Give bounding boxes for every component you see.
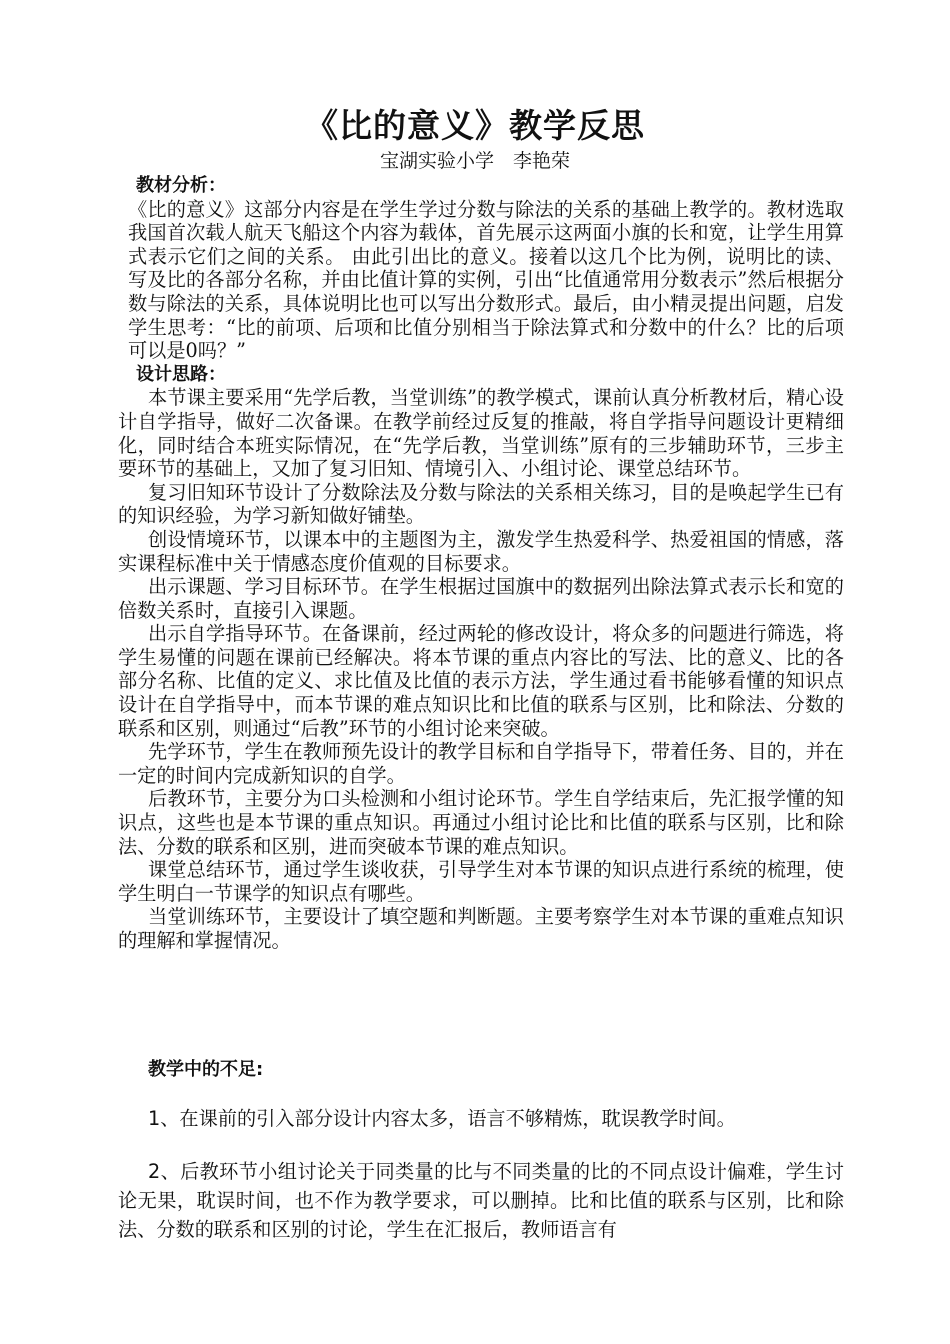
- author-byline: 宝湖实验小学 李艳荣: [379, 150, 570, 172]
- shortcoming-item: [118, 1107, 844, 1131]
- document-body: [118, 174, 844, 953]
- paragraph: 课堂总结环节，通过学生谈收获，引导学生对本节课的知识点进行系统的梳理，使学生明白一节课学的知识点有哪些。: [118, 858, 844, 905]
- paragraph: 先学环节，学生在教师预先设计的教学目标和自学指导下，带着任务、目的，并在一定的时间内完成新知识的自学。: [118, 740, 844, 787]
- shortcoming-item: [118, 1157, 844, 1244]
- paragraph: 本节课主要采用“先学后教，当堂训练”的教学模式，课前认真分析教材后，精心设计自学指导，做好二次备课。在教学前经过反复的推敲，将自学指导问题设计更精细化，同时结合本班实际情况，在“先学后教，当堂训练”原有的三步辅助环节，三步主要环节的基础上，又加了复习旧知、情境引入、小组讨论、课堂总结环节。: [118, 386, 844, 481]
- paragraph: 创设情境环节，以课本中的主题图为主，激发学生热爱科学、热爱祖国的情感，落实课程标准中关于情感态度价值观的目标要求。: [118, 527, 844, 575]
- item-number: 2: [148, 1160, 161, 1183]
- section-heading-material-analysis: 教材分析：: [136, 175, 226, 196]
- item-number: 1: [148, 1107, 161, 1130]
- shortcomings-section: [118, 1055, 844, 1244]
- item-text: 、后教环节小组讨论关于同类量的比与不同类量的比的不同点设计偏难，学生讨论无果，耽误时间，也不作为教学要求，可以删掉。比和比值的联系与区别，比和除法、分数的联系和区别的讨论，学生在汇报后，教师语言有: [118, 1160, 844, 1241]
- paragraph: 复习旧知环节设计了分数除法及分数与除法的关系相关练习，目的是唤起学生已有的知识经验，为学习新知做好铺垫。: [118, 480, 844, 528]
- paragraph: 出示自学指导环节。在备课前，经过两轮的修改设计，将众多的问题进行筛选，将学生易懂的问题在课前已经解决。将本节课的重点内容比的写法、比的意义、比的各部分名称、比值的定义、求比值及比值的表示方法，学生通过看书能够看懂的知识点设计在自学指导中，而本节课的难点知识比和比值的联系与区别，比和除法、分数的联系和区别，则通过“后教”环节的小组讨论来突破。: [118, 622, 844, 740]
- paragraph: 当堂训练环节，主要设计了填空题和判断题。主要考察学生对本节课的重难点知识的理解和掌握情况。: [118, 905, 844, 952]
- paragraph: 后教环节，主要分为口头检测和小组讨论环节。学生自学结束后，先汇报学懂的知识点，这些也是本节课的重点知识。再通过小组讨论比和比值的联系与区别，比和除法、分数的联系和区别，进而突破本节课的难点知识。: [118, 787, 844, 858]
- item-text: 、在课前的引入部分设计内容太多，语言不够精炼，耽误教学时间。: [160, 1107, 736, 1130]
- paragraph: 出示课题、学习目标环节。在学生根据过国旗中的数据列出除法算式表示长和宽的倍数关系时，直接引入课题。: [118, 575, 844, 622]
- section-heading-shortcomings: 教学中的不足:: [148, 1059, 264, 1080]
- section-heading-design-idea: 设计思路：: [136, 363, 226, 385]
- document-title: 《比的意义》教学反思: [305, 106, 645, 145]
- paragraph: 《比的意义》这部分内容是在学生学过分数与除法的关系的基础上教学的。教材选取我国首次载人航天飞船这个内容为载体，首先展示这两面小旗的长和宽，让学生用算式表示它们之间的关系。 由此引出比的意义。接着以这几个比为例，说明比的读、写及比的各部分名称，并由比值计算的实例，引出“比值通常用分数表示”然后根据分数与除法的关系，具体说明比也可以写出分数形式。最后，由小精灵提出问题，启发学生思考：“比的前项、后项和比值分别相当于除法算式和分数中的什么？比的后项可以是0吗？”: [128, 197, 844, 363]
